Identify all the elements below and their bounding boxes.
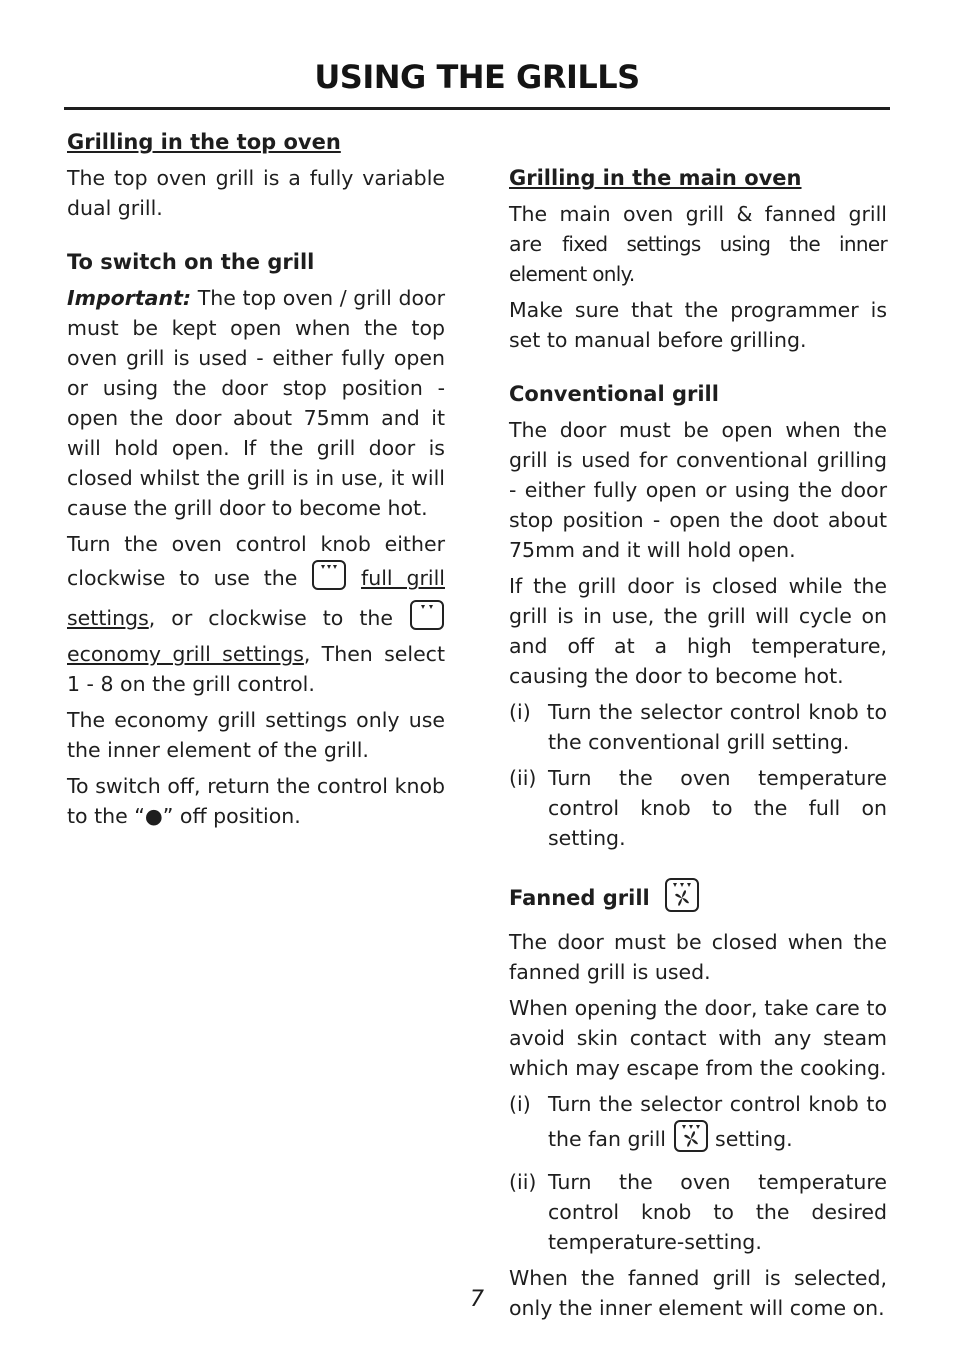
page-number: 7 (470, 1287, 484, 1312)
main-oven-intro-b: fixed settings using the inner element only. (509, 232, 887, 286)
full-grill-icon (311, 559, 347, 599)
important-paragraph (67, 283, 445, 523)
fan-grill-setting-icon (673, 1119, 709, 1161)
top-oven-heading: Grilling in the top oven (67, 130, 341, 154)
fanned-grill-icon (664, 877, 700, 921)
conventional-paragraph-2: If the grill door is closed while the grill is in use, the grill will cycle on and off at a high temperature, causing the door to become hot. (509, 574, 887, 688)
fanned-grill-heading-text: Fanned grill (509, 886, 650, 910)
switch-off-paragraph: To switch off, return the control knob to the “●” off position. (67, 774, 445, 828)
economy-grill-icon (409, 599, 445, 639)
list-item-number: (i) (509, 1092, 531, 1116)
top-oven-intro: The top oven grill is a fully variable dual grill. (67, 166, 445, 220)
fanned-paragraph-2: When opening the door, take care to avoid skin contact with any steam which may escape from the cooking. (509, 996, 887, 1080)
main-oven-intro-a: The main oven grill & fanned grill are (509, 202, 887, 256)
main-oven-heading: Grilling in the main oven (509, 166, 802, 190)
important-label: Important: (67, 286, 192, 310)
fan-step-text-b: setting. (715, 1127, 793, 1151)
list-item (509, 697, 887, 757)
turn-text-c: , Then select 1 - 8 on the grill control. (67, 642, 445, 696)
list-item (509, 763, 887, 853)
economy-note: The economy grill settings only use the inner element of the grill. (67, 708, 445, 762)
switch-on-heading: To switch on the grill (67, 250, 315, 274)
conventional-grill-heading: Conventional grill (509, 382, 719, 406)
list-item-text (548, 1089, 887, 1161)
fan-step-text-a: Turn the selector control knob to the fan grill (548, 1092, 887, 1151)
economy-grill-settings-link: economy grill settings (67, 642, 304, 666)
main-oven-intro (509, 199, 887, 289)
fanned-grill-heading (509, 877, 887, 921)
right-column (509, 163, 887, 1329)
list-item-text: Turn the selector control knob to the conventional grill setting. (548, 700, 887, 754)
full-grill-settings-link: full grill settings (67, 566, 445, 630)
list-item-text: Turn the oven temperature control knob to the full on setting. (548, 766, 887, 850)
turn-text-b: , or clockwise to the (148, 606, 409, 630)
title-divider (64, 107, 890, 110)
list-item (509, 1089, 887, 1161)
turn-text-a: Turn the oven control knob either clockwise to use the (67, 532, 445, 590)
list-item-number: (i) (509, 700, 531, 724)
turn-knob-paragraph (67, 529, 445, 699)
fanned-final-paragraph: When the fanned grill is selected, only the inner element will come on. (509, 1266, 887, 1320)
fanned-paragraph-1: The door must be closed when the fanned grill is used. (509, 930, 887, 984)
list-item-number: (ii) (509, 766, 537, 790)
list-item-text: Turn the oven temperature control knob to the desired temperature-setting. (548, 1170, 887, 1254)
conventional-paragraph-1: The door must be open when the grill is used for conventional grilling - either fully open or using the door stop position - open the doot about 75mm and it will hold open. (509, 418, 887, 562)
list-item (509, 1167, 887, 1257)
page-title: USING THE GRILLS (314, 58, 640, 96)
list-item-number: (ii) (509, 1170, 537, 1194)
important-text: The top oven / grill door must be kept open when the top oven grill is used - either fully open or using the door stop position - open the door about 75mm and it will hold open. If the grill door is closed whilst the grill is in use, it will cause the grill door to become hot. (67, 286, 445, 520)
programmer-note: Make sure that the programmer is set to manual before grilling. (509, 298, 887, 352)
left-column (67, 127, 445, 837)
